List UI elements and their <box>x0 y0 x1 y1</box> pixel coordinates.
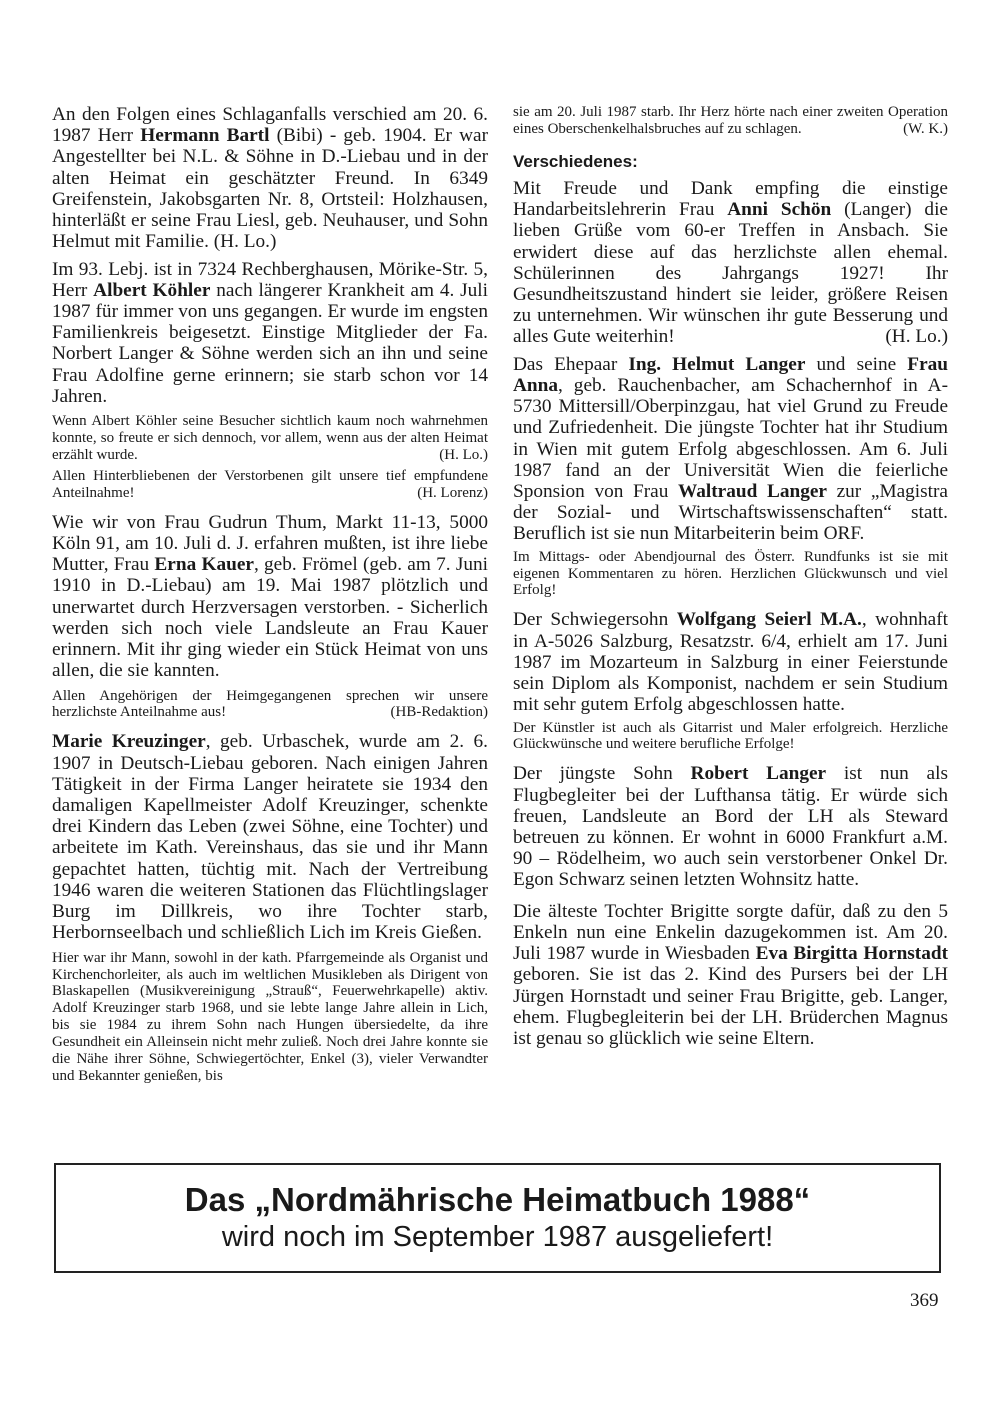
person-name: Hermann Bartl <box>140 125 270 147</box>
item-eva-birgitta-hornstadt: Die älteste Tochter Brigitte sorgte dafür, daß zu den 5 Enkeln nun eine Enkelin dazugekommen ist. Am 20. Juli 1987 wurde in Wiesbaden Eva Birgitta Hornstadt geboren. Sie ist das 2. Kind des Pursers bei der LH Jürgen Hornstadt und seiner Frau Brigitte, geb. Langer, ehem. Flugbegleiterin bei der LH. Brüderchen Magnus ist genau so glücklich wie seine Eltern. <box>513 900 948 1049</box>
obituary-marie-kreuzinger: Marie Kreuzinger, geb. Urbaschek, wurde am 2. 6. 1907 in Deutsch-Liebau geboren. Nach einigen Jahren Tätigkeit in der Firma Langer heiratete sie 1934 den damaligen Kapellmeister Adolf Kreuzinger, schenkte drei Kindern das Leben (zwei Söhne, eine Tochter) und arbeitete im Kath. Vereinshaus, das sie und ihr Mann gepachtet hatten, tüchtig mit. Nach der Vertreibung 1946 waren die weiteren Stationen das Flüchtlingslager Burg im Dillkreis, wo ihre Tochter starb, Herbornseelbach und schließlich Lich im Kreis Gießen. <box>52 731 489 944</box>
signature: (H. Lo.) <box>885 326 948 348</box>
right-column <box>513 104 948 1049</box>
section-heading: Verschiedenes: <box>513 151 638 171</box>
signature: (HB-Redaktion) <box>390 704 488 721</box>
note-kreuzinger-continued: sie am 20. Juli 1987 starb. Ihr Herz hörte nach einer zweiten Operation eines Oberschenkelhalsbruches auf zu schlagen. (W. K.) <box>513 104 948 137</box>
obituary-albert-koehler: Im 93. Lebj. ist in 7324 Rechberghausen, Mörike-Str. 5, Herr Albert Köhler nach längerer Krankheit am 4. Juli 1987 für immer von uns gegangen. Er wurde im engsten Familienkreis beigesetzt. Einstige Mitglieder der Fa. Norbert Langer & Söhne werden sich an ihn und seine Frau Adolfine gerne erinnern; sie starb schon vor 14 Jahren. <box>52 258 488 407</box>
obituary-hermann-bartl: An den Folgen eines Schlaganfalls verschied am 20. 6. 1987 Herr Hermann Bartl (Bibi) - geb. 1904. Er war Angestellter bei N.L. & Söhne in D.-Liebau und in der alten Heimat ein geschätzter Freund. In 6349 Greifenstein, Jakobsgarten Nr. 8, Ortsteil: Holzhausen, hinterläßt er seine Frau Liesl, geb. Neuhauser, und Sohn Helmut mit Familie. (H. Lo.) <box>52 104 489 253</box>
item-anni-schoen: Mit Freude und Dank empfing die einstige Handarbeitslehrerin Frau Anni Schön (Langer) die lieben Grüße vom 60-er Treffen in Ansbach. Sie erwidert diese auf das herzlichste allen ehemal. Schülerinnen des Jahrgangs 1927! Ihr Gesundheitszustand hindert sie leider, größere Reisen zu unternehmen. Wir wünschen ihr gute Besserung und alles Gute weiterhin! (H. Lo.) <box>513 177 948 348</box>
left-column <box>52 104 488 1085</box>
announcement-subtitle: wird noch im September 1987 ausgeliefert! <box>221 1220 774 1253</box>
signature: (W. K.) <box>903 120 948 137</box>
announcement-box <box>54 1163 941 1273</box>
person-name: Albert Köhler <box>93 279 211 301</box>
condolence-note-redaktion: Allen Angehörigen der Heimgegangenen sprechen wir unsere herzlichste Anteilnahme aus! (HB-Redaktion) <box>52 687 488 721</box>
person-name: Waltraud Langer <box>678 480 827 502</box>
note-orf: Im Mittags- oder Abendjournal des Österr. Rundfunks ist sie mit eigenen Kommentaren zu hören. Herzlichen Glückwunsch und viel Erfolg! <box>513 548 948 599</box>
person-name: Anni Schön <box>727 199 832 221</box>
page-number: 369 <box>910 1290 939 1311</box>
condolence-note: Allen Hinterbliebenen der Verstorbenen gilt unsere tief empfundene Anteilnahme! (H. Lorenz) <box>52 467 488 501</box>
announcement-title: Das „Nordmährische Heimatbuch 1988“ <box>184 1181 811 1218</box>
signature: (H. Lorenz) <box>417 484 488 501</box>
note-koehler: Wenn Albert Köhler seine Besucher sichtlich kaum noch wahrnehmen konnte, so freute er sich dennoch, vor allem, wenn aus der alten Heimat erzählt wurde. (H. Lo.) <box>52 413 488 463</box>
item-helmut-langer: Das Ehepaar Ing. Helmut Langer und seine Frau Anna, geb. Rauchenbacher, am Schachernhof in A-5730 Mittersill/Oberpinzgau, hat viel Grund zu Freude und Zufriedenheit. Die jüngste Tochter hat ihr Studium in Wien mit gutem Erfolg abgeschlossen. Am 6. Juli 1987 fand an der Universität Wien die feierliche Sponsion von Frau Waltraud Langer zur „Magistra der Sozial- und Wirtschaftswissenschaften“ statt. Beruflich ist sie nun Mitarbeiterin beim ORF. <box>513 353 948 545</box>
item-robert-langer: Der jüngste Sohn Robert Langer ist nun als Flugbegleiter bei der Lufthansa tätig. Er würde sich freuen, Landsleute an Bord der LH als Steward betreuen zu können. Er wohnt in 6000 Frankfurt a.M. 90 – Rödelheim, wo auch sein verstorbener Onkel Dr. Egon Schwarz seinen letzten Wohnsitz hatte. <box>513 763 948 891</box>
person-name: Marie Kreuzinger <box>52 731 206 753</box>
person-name: Robert Langer <box>690 763 827 785</box>
person-name: Wolfgang Seierl M.A. <box>676 609 862 631</box>
person-name: Eva Birgitta Hornstadt <box>755 943 948 965</box>
item-wolfgang-seierl: Der Schwiegersohn Wolfgang Seierl M.A., wohnhaft in A-5026 Salzburg, Resatzstr. 6/4, erhielt am 17. Juni 1987 im Mozarteum in Salzburg in einer Feierstunde sein Diplom als Komponist, nachdem er sein Studium mit sehr gutem Erfolg abgeschlossen hatte. <box>513 609 948 716</box>
obituary-erna-kauer: Wie wir von Frau Gudrun Thum, Markt 11-13, 5000 Köln 91, am 10. Juli d. J. erfahren mußten, ist ihre liebe Mutter, Frau Erna Kauer, geb. Frömel (geb. am 7. Juni 1910 in D.-Liebau) am 19. Mai 1987 plötzlich und unerwartet durch Herzversagen verstorben. - Sicherlich werden sich noch viele Landsleute an Frau Kauer erinnern. Mit ihr ging wieder ein Stück Heimat von uns allen, die sie kannten. <box>52 511 488 682</box>
person-name: Frau Anna <box>513 353 948 396</box>
note-seierl: Der Künstler ist auch als Gitarrist und Maler erfolgreich. Herzliche Glückwünsche und weitere berufliche Erfolge! <box>513 719 948 753</box>
person-name: Ing. Helmut Langer <box>628 353 806 375</box>
person-name: Erna Kauer <box>154 554 254 576</box>
signature: (H. Lo.) <box>439 446 488 463</box>
note-kreuzinger: Hier war ihr Mann, sowohl in der kath. Pfarrgemeinde als Organist und Kirchenchorleiter, als auch im weltlichen Musikleben als Dirigent von Blaskapellen (Musikvereinigung „Strauß“, Feuerwehrkapelle) aktiv. Adolf Kreuzinger starb 1968, und sie lebte lange Jahre allein in Lich, bis sie 1984 zu ihrem Sohn nach Hungen übersiedelte, da ihre Gesundheit ein Alleinsein nicht mehr zuließ. Noch drei Jahre konnte sie die Nähe ihrer Söhne, Schwiegertöchter, Enkel (3), vieler Verwandter und Bekannter genießen, bis <box>52 949 488 1085</box>
